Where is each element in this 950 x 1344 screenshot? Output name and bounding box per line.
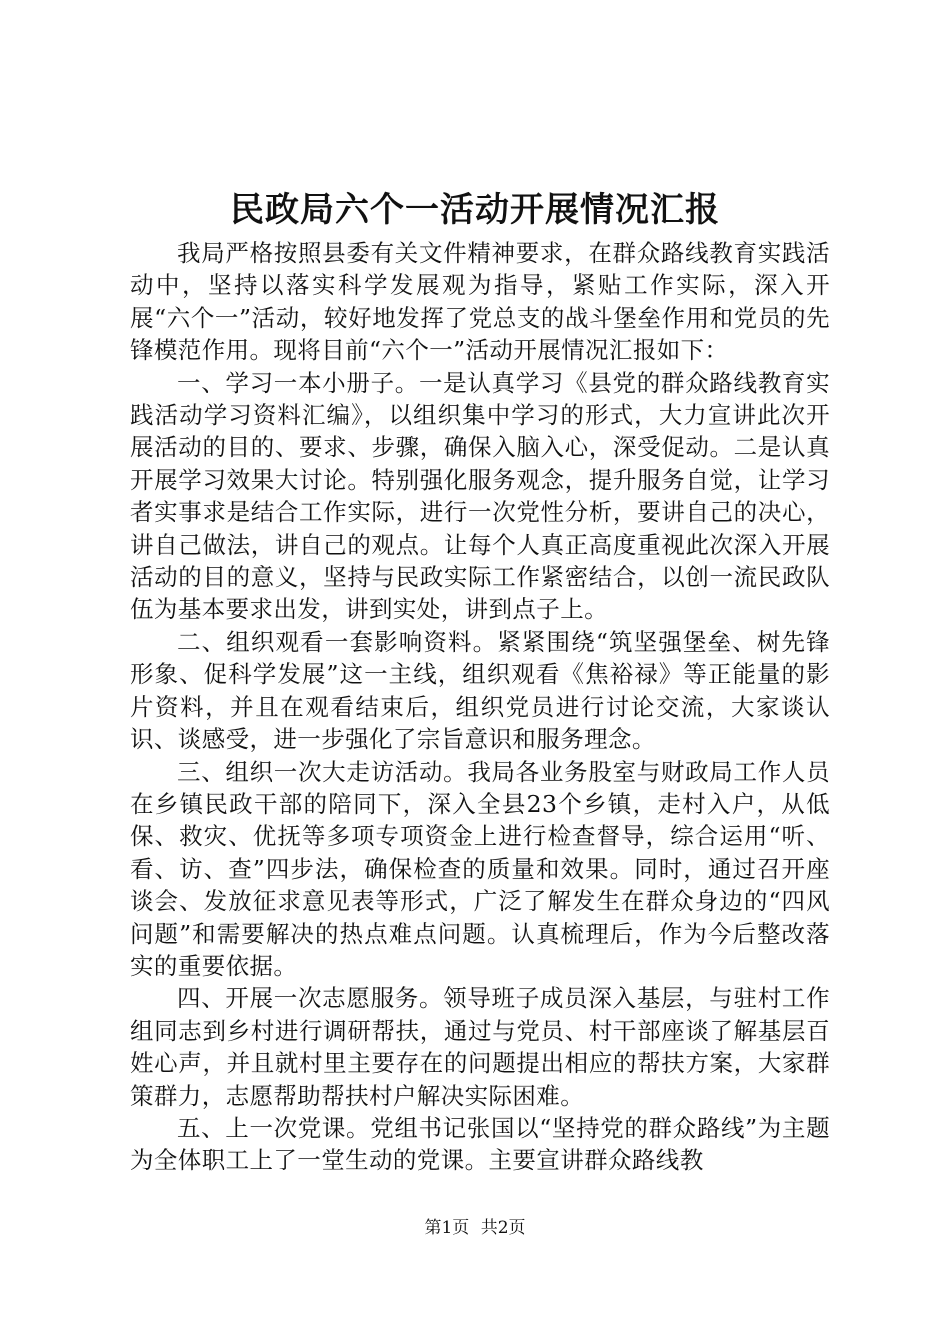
page-total: 共2页 xyxy=(480,1218,526,1238)
paragraph-item-5: 五、上一次党课。党组书记张国以“坚持党的群众路线”为主题为全体职工上了一堂生动的党课。主要宣讲群众路线教 xyxy=(130,1113,830,1175)
document-body xyxy=(130,237,830,1177)
page-number: 第1页 xyxy=(424,1218,470,1238)
paragraph-item-4: 四、开展一次志愿服务。领导班子成员深入基层，与驻村工作组同志到乡村进行调研帮扶，通过与党员、村干部座谈了解基层百姓心声，并且就村里主要存在的问题提出相应的帮扶方案，大家群策群力，志愿帮助帮扶村户解决实际困难。 xyxy=(130,984,830,1110)
page-footer xyxy=(0,1216,950,1240)
paragraph-item-2: 二、组织观看一套影响资料。紧紧围绕“筑坚强堡垒、树先锋形象、促科学发展”这一主线，组织观看《焦裕禄》等正能量的影片资料，并且在观看结束后，组织党员进行讨论交流，大家谈认识、谈感受，进一步强化了宗旨意识和服务理念。 xyxy=(130,627,830,754)
paragraph-item-3: 三、组织一次大走访活动。我局各业务股室与财政局工作人员在乡镇民政干部的陪同下，深入全县23个乡镇，走村入户，从低保、救灾、优抚等多项专项资金上进行检查督导，综合运用“听、看、访、查”四步法，确保检查的质量和效果。同时，通过召开座谈会、发放征求意见表等形式，广泛了解发生在群众身边的“四风问题”和需要解决的热点难点问题。认真梳理后，作为今后整改落实的重要依据。 xyxy=(130,757,830,980)
document-title: 民政局六个一活动开展情况汇报 xyxy=(230,190,720,230)
paragraph-item-1: 一、学习一本小册子。一是认真学习《县党的群众路线教育实践活动学习资料汇编》，以组织集中学习的形式，大力宣讲此次开展活动的目的、要求、步骤，确保入脑入心，深受促动。二是认真开展学习效果大讨论。特别强化服务观念，提升服务自觉，让学习者实事求是结合工作实际，进行一次党性分析，要讲自己的决心，讲自己做法，讲自己的观点。让每个人真正高度重视此次深入开展活动的目的意义，坚持与民政实际工作紧密结合，以创一流民政队伍为基本要求出发，讲到实处，讲到点子上。 xyxy=(130,368,830,624)
paragraph-intro: 我局严格按照县委有关文件精神要求，在群众路线教育实践活动中，坚持以落实科学发展观为指导，紧贴工作实际，深入开展“六个一”活动，较好地发挥了党总支的战斗堡垒作用和党员的先锋模范作用。现将目前“六个一”活动开展情况汇报如下： xyxy=(130,239,830,365)
